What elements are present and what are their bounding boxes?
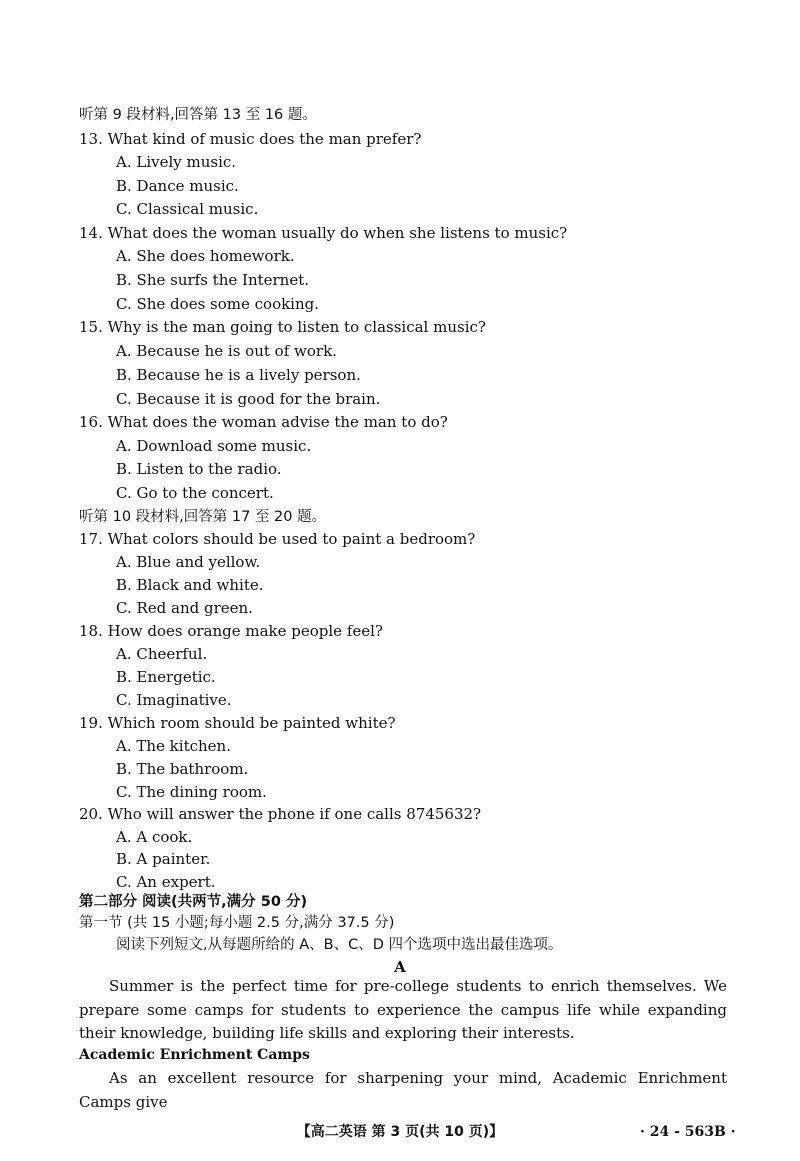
- question-16: 16. What does the woman advise the man to do?: [79, 413, 448, 431]
- question-18: 18. How does orange make people feel?: [79, 622, 383, 640]
- passage-label: A: [394, 958, 406, 976]
- footer-code: · 24 - 563B ·: [640, 1124, 736, 1140]
- section-9-header: 听第 9 段材料,回答第 13 至 16 题。: [79, 107, 317, 123]
- option-15b: B. Because he is a lively person.: [116, 366, 361, 384]
- option-15a: A. Because he is out of work.: [116, 342, 337, 360]
- part-2-section-1: 第一节 (共 15 小题;每小题 2.5 分,满分 37.5 分): [79, 915, 395, 931]
- option-17a: A. Blue and yellow.: [116, 553, 261, 571]
- question-14: 14. What does the woman usually do when she listens to music?: [79, 224, 568, 242]
- option-19a: A. The kitchen.: [116, 737, 231, 755]
- passage-paragraph-1: Summer is the perfect time for pre-college students to enrich themselves. We prepare some camps for students to experience the campus life while expanding their knowledge, building life skills and exploring their interests.: [79, 977, 727, 1042]
- option-19b: B. The bathroom.: [116, 760, 249, 778]
- question-15: 15. Why is the man going to listen to classical music?: [79, 318, 486, 336]
- option-16b: B. Listen to the radio.: [116, 460, 282, 478]
- option-20a: A. A cook.: [116, 828, 193, 846]
- option-14c: C. She does some cooking.: [116, 295, 320, 313]
- question-19: 19. Which room should be painted white?: [79, 714, 396, 732]
- option-14b: B. She surfs the Internet.: [116, 271, 310, 289]
- question-17: 17. What colors should be used to paint a bedroom?: [79, 530, 476, 548]
- passage-paragraph-2: As an excellent resource for sharpening your mind, Academic Enrichment Camps give: [79, 1069, 727, 1111]
- option-18a: A. Cheerful.: [116, 645, 208, 663]
- footer-title: 【高二英语 第 3 页(共 10 页)】: [296, 1124, 504, 1140]
- option-14a: A. She does homework.: [116, 247, 295, 265]
- option-15c: C. Because it is good for the brain.: [116, 390, 381, 408]
- part-2-title: 第二部分 阅读(共两节,满分 50 分): [79, 894, 308, 910]
- option-17c: C. Red and green.: [116, 599, 253, 617]
- option-16c: C. Go to the concert.: [116, 484, 274, 502]
- option-16a: A. Download some music.: [116, 437, 312, 455]
- section-10-header: 听第 10 段材料,回答第 17 至 20 题。: [79, 509, 327, 525]
- option-19c: C. The dining room.: [116, 783, 267, 801]
- option-18b: B. Energetic.: [116, 668, 216, 686]
- question-13: 13. What kind of music does the man prefer?: [79, 130, 422, 148]
- part-2-instruction: 阅读下列短文,从每题所给的 A、B、C、D 四个选项中选出最佳选项。: [116, 937, 563, 953]
- option-20b: B. A painter.: [116, 850, 211, 868]
- option-13a: A. Lively music.: [116, 153, 237, 171]
- question-20: 20. Who will answer the phone if one calls 8745632?: [79, 805, 482, 823]
- subheading-academic-enrichment: Academic Enrichment Camps: [79, 1047, 310, 1063]
- option-17b: B. Black and white.: [116, 576, 264, 594]
- option-13b: B. Dance music.: [116, 177, 239, 195]
- option-20c: C. An expert.: [116, 873, 216, 891]
- option-13c: C. Classical music.: [116, 200, 259, 218]
- option-18c: C. Imaginative.: [116, 691, 232, 709]
